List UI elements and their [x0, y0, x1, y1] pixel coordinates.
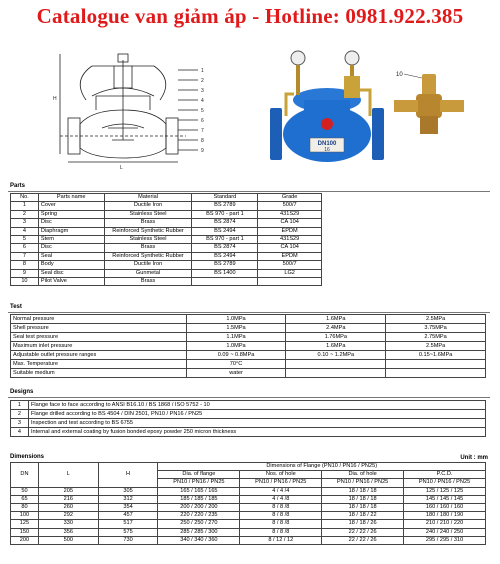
empty-cell	[386, 369, 486, 378]
part-name: Pilot Valve	[38, 278, 104, 286]
nos-hole-value: 8 / 8 /8	[240, 504, 322, 512]
table-row	[11, 324, 486, 333]
design-no: 2	[11, 410, 29, 419]
designs-title: Designs	[10, 389, 34, 395]
part-name: Diaphragm	[38, 227, 104, 235]
part-no: 4	[11, 227, 39, 235]
part-material: Stainless Steel	[104, 210, 192, 218]
part-material: Brass	[104, 278, 192, 286]
test-value: 0.10 ~ 1.2MPa	[286, 351, 386, 360]
part-no: 2	[11, 210, 39, 218]
col-dia-hole: Dia. of hole	[322, 471, 404, 479]
product-images	[0, 36, 500, 176]
design-text: Flange drilled according to BS 4504 / DIN 2501, PN10 / PN16 / PN25	[28, 410, 485, 419]
dn-value: 100	[11, 512, 39, 520]
test-label: Normal pressure	[11, 315, 187, 324]
test-value: 1.0MPa	[186, 315, 286, 324]
pn-subheader: PN10 / PN16 / PN25	[404, 479, 486, 487]
pcd-value: 240 / 240 / 250	[404, 528, 486, 536]
divider	[8, 191, 490, 192]
part-grade	[258, 278, 322, 286]
design-text: Flange face to face according to ANSI B16.10 / BS 1868 / ISO 5752 - 10	[28, 401, 485, 410]
design-text: Internal and external coating by fusion bonded epoxy powder 250 micron thickness	[28, 428, 485, 437]
dia-flange-value: 220 / 220 / 235	[158, 512, 240, 520]
test-value: 1.76MPa	[286, 333, 386, 342]
dimensions-title: Dimensions	[10, 454, 45, 460]
table-row	[11, 261, 322, 269]
part-standard: BS 970 - part 1	[192, 210, 258, 218]
part-material: Ductile Iron	[104, 261, 192, 269]
part-name: Cover	[38, 202, 104, 210]
part-grade: EPDM	[258, 252, 322, 260]
table-row	[11, 410, 486, 419]
col-nos-hole: Nos. of hole	[240, 471, 322, 479]
test-value: 2.5MPa	[386, 315, 486, 324]
h-value: 354	[98, 504, 158, 512]
table-row	[11, 269, 322, 277]
dia-flange-value: 285 / 285 / 300	[158, 528, 240, 536]
dn-value: 125	[11, 520, 39, 528]
dia-hole-value: 18 / 18 / 26	[322, 520, 404, 528]
l-value: 260	[38, 504, 98, 512]
dn-value: 200	[11, 536, 39, 544]
test-value: 2.75MPa	[386, 333, 486, 342]
part-name: Seal	[38, 252, 104, 260]
table-row	[11, 504, 486, 512]
dn-value: 150	[11, 528, 39, 536]
table-row	[11, 252, 322, 260]
table-row	[11, 528, 486, 536]
dn-value: 65	[11, 495, 39, 503]
part-no: 3	[11, 219, 39, 227]
table-row	[11, 342, 486, 351]
test-value: 70°C	[186, 360, 286, 369]
part-no: 5	[11, 236, 39, 244]
table-row	[11, 401, 486, 410]
l-value: 500	[38, 536, 98, 544]
part-standard: BS 2874	[192, 244, 258, 252]
part-name: Disc	[38, 244, 104, 252]
part-no: 9	[11, 269, 39, 277]
test-value: 1.1MPa	[186, 333, 286, 342]
test-value: 0.09 ~ 0.8MPa	[186, 351, 286, 360]
part-grade: CA 104	[258, 219, 322, 227]
part-no: 6	[11, 244, 39, 252]
l-value: 330	[38, 520, 98, 528]
catalogue-title: Catalogue van giảm áp - Hotline: 0981.922.385	[36, 4, 464, 28]
dia-hole-value: 22 / 22 / 26	[322, 528, 404, 536]
col-grade: Grade	[258, 194, 322, 202]
part-grade: 500/7	[258, 261, 322, 269]
flange-group-header: Dimensions of Flange (PN10 / PN16 / PN25)	[158, 463, 486, 471]
part-no: 1	[11, 202, 39, 210]
part-material: Brass	[104, 219, 192, 227]
unit-label: Unit : mm	[460, 455, 488, 461]
valve-section-drawing	[52, 40, 212, 170]
part-name: Body	[38, 261, 104, 269]
parts-title: Parts	[10, 183, 26, 189]
part-standard: BS 2789	[192, 261, 258, 269]
callout-4: 4	[201, 98, 204, 104]
dia-flange-value: 185 / 185 / 185	[158, 495, 240, 503]
test-label: Maximum inlet pressure	[11, 342, 187, 351]
table-row	[11, 419, 486, 428]
col-pcd: P.C.D.	[404, 471, 486, 479]
design-no: 1	[11, 401, 29, 410]
dia-flange-value: 200 / 200 / 200	[158, 504, 240, 512]
h-value: 312	[98, 495, 158, 503]
nos-hole-value: 4 / 4 /4	[240, 487, 322, 495]
part-material: Ductile Iron	[104, 202, 192, 210]
callout-7: 7	[201, 128, 204, 134]
test-value: 0.15~1.6MPa	[386, 351, 486, 360]
design-no: 4	[11, 428, 29, 437]
table-row	[11, 369, 486, 378]
h-value: 457	[98, 512, 158, 520]
empty-cell	[286, 369, 386, 378]
part-grade: 500/7	[258, 202, 322, 210]
table-row	[11, 278, 322, 286]
dia-hole-value: 18 / 18 / 22	[322, 512, 404, 520]
col-no: No.	[11, 194, 39, 202]
callout-1: 1	[201, 68, 204, 74]
pilot-valve-photo	[392, 70, 466, 140]
table-row	[11, 487, 486, 495]
table-row	[11, 495, 486, 503]
designs-table	[10, 400, 486, 437]
test-value: 3.75MPa	[386, 324, 486, 333]
nos-hole-value: 8 / 8 /8	[240, 512, 322, 520]
part-grade: LG2	[258, 269, 322, 277]
table-row	[11, 236, 322, 244]
test-title: Test	[10, 304, 22, 310]
test-label: Max. Temperature	[11, 360, 187, 369]
part-standard: BS 2789	[192, 202, 258, 210]
part-standard	[192, 278, 258, 286]
table-row	[11, 244, 322, 252]
callout-8: 8	[201, 138, 204, 144]
test-label: Shell pressure	[11, 324, 187, 333]
length-label: L	[120, 165, 123, 170]
part-standard: BS 970 - part 1	[192, 236, 258, 244]
part-material: Reinforced Synthetic Rubber	[104, 227, 192, 235]
callout-6: 6	[201, 118, 204, 124]
test-label: Suitable medium	[11, 369, 187, 378]
callout-5: 5	[201, 108, 204, 114]
part-material: Reinforced Synthetic Rubber	[104, 252, 192, 260]
test-value: water	[186, 369, 286, 378]
h-value: 575	[98, 528, 158, 536]
pcd-value: 180 / 180 / 190	[404, 512, 486, 520]
dia-hole-value: 18 / 18 / 18	[322, 504, 404, 512]
part-grade: 431S29	[258, 236, 322, 244]
col-h: H	[98, 463, 158, 488]
pn-subheader: PN10 / PN16 / PN25	[322, 479, 404, 487]
test-value: 2.5MPa	[386, 342, 486, 351]
part-name: Seal disc	[38, 269, 104, 277]
callout-9: 9	[201, 148, 204, 154]
parts-table	[10, 193, 322, 286]
l-value: 292	[38, 512, 98, 520]
l-value: 216	[38, 495, 98, 503]
dimensions-table	[10, 462, 486, 545]
divider	[8, 397, 490, 398]
plate-size: DN100	[317, 141, 337, 147]
pilot-callout: 10	[396, 72, 403, 78]
pn-subheader: PN10 / PN16 / PN25	[158, 479, 240, 487]
table-row	[11, 333, 486, 342]
table-row	[11, 351, 486, 360]
table-row	[11, 202, 322, 210]
part-standard: BS 2494	[192, 252, 258, 260]
test-value: 2.4MPa	[286, 324, 386, 333]
part-no: 10	[11, 278, 39, 286]
part-standard: BS 2874	[192, 219, 258, 227]
design-no: 3	[11, 419, 29, 428]
dia-flange-value: 250 / 250 / 270	[158, 520, 240, 528]
empty-cell	[286, 360, 386, 369]
nos-hole-value: 4 / 4 /8	[240, 495, 322, 503]
part-material: Stainless Steel	[104, 236, 192, 244]
divider	[8, 312, 490, 313]
part-standard: BS 2494	[192, 227, 258, 235]
dia-hole-value: 22 / 22 / 26	[322, 536, 404, 544]
part-grade: EPDM	[258, 227, 322, 235]
table-row	[11, 520, 486, 528]
part-material: Gunmetal	[104, 269, 192, 277]
table-row	[11, 536, 486, 544]
nos-hole-value: 8 / 12 / 12	[240, 536, 322, 544]
col-dn: DN	[11, 463, 39, 488]
l-value: 356	[38, 528, 98, 536]
test-table	[10, 314, 486, 378]
part-standard: BS 1400	[192, 269, 258, 277]
col-parts-name: Parts name	[38, 194, 104, 202]
pcd-value: 145 / 145 / 145	[404, 495, 486, 503]
table-row	[11, 219, 322, 227]
col-material: Material	[104, 194, 192, 202]
table-row	[11, 315, 486, 324]
l-value: 205	[38, 487, 98, 495]
pn-subheader: PN10 / PN16 / PN25	[240, 479, 322, 487]
dn-value: 50	[11, 487, 39, 495]
pcd-value: 125 / 125 / 125	[404, 487, 486, 495]
dia-hole-value: 18 / 18 / 18	[322, 487, 404, 495]
h-value: 305	[98, 487, 158, 495]
part-no: 7	[11, 252, 39, 260]
table-row	[11, 227, 322, 235]
dia-hole-value: 18 / 18 / 18	[322, 495, 404, 503]
callout-2: 2	[201, 78, 204, 84]
table-row	[11, 512, 486, 520]
design-text: Inspection and test according to BS 6755	[28, 419, 485, 428]
dia-flange-value: 340 / 340 / 360	[158, 536, 240, 544]
pcd-value: 295 / 295 / 310	[404, 536, 486, 544]
nos-hole-value: 8 / 8 /8	[240, 520, 322, 528]
height-label: H	[53, 96, 57, 102]
test-value: 1.6MPa	[286, 315, 386, 324]
dia-flange-value: 165 / 165 / 165	[158, 487, 240, 495]
pcd-value: 160 / 160 / 160	[404, 504, 486, 512]
col-standard: Standard	[192, 194, 258, 202]
table-row	[11, 360, 486, 369]
pcd-value: 210 / 210 / 220	[404, 520, 486, 528]
h-value: 517	[98, 520, 158, 528]
test-label: Adjustable outlet pressure ranges	[11, 351, 187, 360]
part-name: Spring	[38, 210, 104, 218]
test-label: Seal test pressure	[11, 333, 187, 342]
col-l: L	[38, 463, 98, 488]
part-name: Disc	[38, 219, 104, 227]
callout-3: 3	[201, 88, 204, 94]
part-grade: 431S29	[258, 210, 322, 218]
dn-value: 80	[11, 504, 39, 512]
plate-pressure: 16	[324, 147, 330, 153]
col-dia-flange: Dia. of flange	[158, 471, 240, 479]
table-row	[11, 428, 486, 437]
h-value: 730	[98, 536, 158, 544]
nos-hole-value: 8 / 8 /8	[240, 528, 322, 536]
test-value: 1.6MPa	[286, 342, 386, 351]
part-no: 8	[11, 261, 39, 269]
test-value: 1.5MPa	[186, 324, 286, 333]
empty-cell	[386, 360, 486, 369]
table-row	[11, 210, 322, 218]
part-material: Brass	[104, 244, 192, 252]
part-grade: CA 104	[258, 244, 322, 252]
part-name: Stem	[38, 236, 104, 244]
valve-photo	[268, 50, 386, 170]
test-value: 1.0MPa	[186, 342, 286, 351]
